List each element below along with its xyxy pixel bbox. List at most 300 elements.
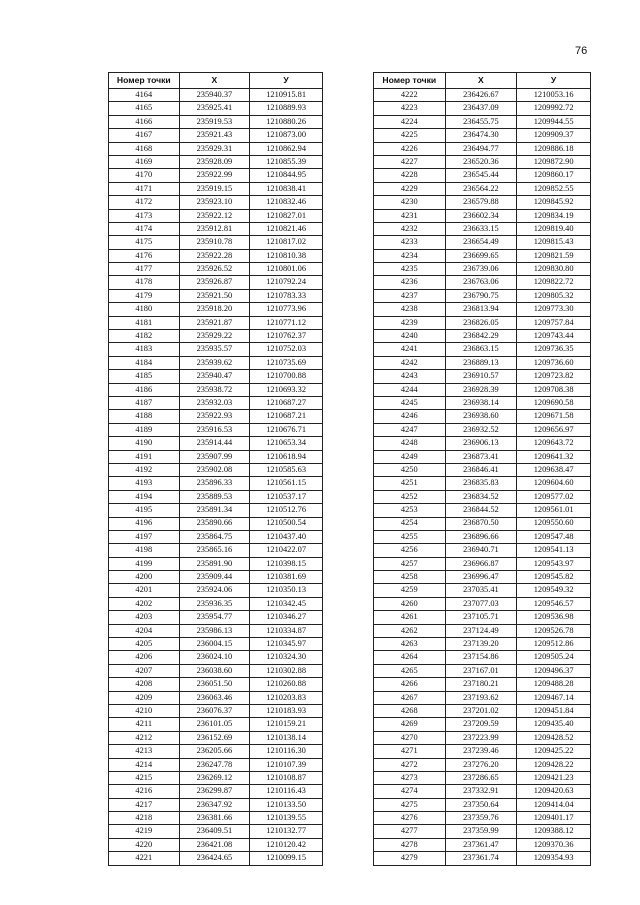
table-row	[109, 410, 323, 423]
x-coordinate-cell: 236437.09	[445, 102, 517, 115]
table-row	[374, 303, 591, 316]
point-number-cell: 4266	[374, 678, 446, 691]
y-coordinate-cell: 1209815.43	[517, 236, 591, 249]
point-number-cell: 4208	[109, 678, 180, 691]
y-coordinate-cell: 1210561.15	[250, 477, 323, 490]
table-row	[109, 638, 323, 651]
point-number-cell: 4261	[374, 611, 446, 624]
x-coordinate-cell: 235986.13	[179, 624, 250, 637]
x-coordinate-cell: 236063.46	[179, 691, 250, 704]
table-row	[109, 155, 323, 168]
table-row	[374, 852, 591, 865]
x-coordinate-cell: 235922.99	[179, 169, 250, 182]
x-coordinate-cell: 237154.86	[445, 651, 517, 664]
point-number-cell: 4274	[374, 785, 446, 798]
x-coordinate-cell: 236347.92	[179, 798, 250, 811]
x-coordinate-cell: 235932.03	[179, 396, 250, 409]
y-coordinate-cell: 1209638.47	[517, 463, 591, 476]
table-row	[374, 571, 591, 584]
y-coordinate-cell: 1209388.12	[517, 825, 591, 838]
point-number-cell: 4237	[374, 289, 446, 302]
y-coordinate-cell: 1209370.36	[517, 838, 591, 851]
x-coordinate-cell: 236038.60	[179, 664, 250, 677]
y-coordinate-cell: 1209536.98	[517, 611, 591, 624]
y-coordinate-cell: 1209643.72	[517, 437, 591, 450]
x-coordinate-cell: 237359.99	[445, 825, 517, 838]
table-row	[374, 196, 591, 209]
y-coordinate-cell: 1209872.90	[517, 155, 591, 168]
y-coordinate-cell: 1210108.87	[250, 771, 323, 784]
table-row	[109, 571, 323, 584]
x-coordinate-cell: 237193.62	[445, 691, 517, 704]
point-number-cell: 4255	[374, 530, 446, 543]
x-coordinate-cell: 236906.13	[445, 437, 517, 450]
y-coordinate-cell: 1209822.72	[517, 276, 591, 289]
x-coordinate-cell: 235929.22	[179, 330, 250, 343]
x-coordinate-cell: 236842.29	[445, 330, 517, 343]
y-coordinate-cell: 1209420.63	[517, 785, 591, 798]
x-coordinate-cell: 237124.49	[445, 624, 517, 637]
point-number-cell: 4181	[109, 316, 180, 329]
point-number-cell: 4228	[374, 169, 446, 182]
y-coordinate-cell: 1210773.96	[250, 303, 323, 316]
table-row	[374, 383, 591, 396]
x-coordinate-cell: 236896.66	[445, 530, 517, 543]
x-coordinate-cell: 236004.15	[179, 638, 250, 651]
table-row	[374, 678, 591, 691]
table-row	[374, 477, 591, 490]
table-row	[374, 838, 591, 851]
point-number-cell: 4262	[374, 624, 446, 637]
point-number-cell: 4277	[374, 825, 446, 838]
x-coordinate-cell: 237361.74	[445, 852, 517, 865]
point-number-cell: 4265	[374, 664, 446, 677]
table-row	[374, 517, 591, 530]
y-coordinate-cell: 1210735.69	[250, 356, 323, 369]
table-row	[374, 718, 591, 731]
y-coordinate-cell: 1210618.94	[250, 450, 323, 463]
table-row	[109, 557, 323, 570]
y-coordinate-cell: 1210132.77	[250, 825, 323, 838]
header-y: У	[250, 73, 323, 89]
table-row	[109, 785, 323, 798]
point-number-cell: 4180	[109, 303, 180, 316]
table-row	[374, 89, 591, 102]
table-row	[374, 222, 591, 235]
x-coordinate-cell: 237035.41	[445, 584, 517, 597]
table-row	[374, 624, 591, 637]
y-coordinate-cell: 1209541.13	[517, 544, 591, 557]
table-row	[374, 504, 591, 517]
point-number-cell: 4251	[374, 477, 446, 490]
point-number-cell: 4170	[109, 169, 180, 182]
point-number-cell: 4215	[109, 771, 180, 784]
x-coordinate-cell: 236205.66	[179, 745, 250, 758]
table-row	[109, 704, 323, 717]
table-row	[374, 396, 591, 409]
x-coordinate-cell: 235902.08	[179, 463, 250, 476]
x-coordinate-cell: 237223.99	[445, 731, 517, 744]
table-row	[109, 490, 323, 503]
y-coordinate-cell: 1209805.32	[517, 289, 591, 302]
y-coordinate-cell: 1209845.92	[517, 196, 591, 209]
y-coordinate-cell: 1210873.00	[250, 129, 323, 142]
point-number-cell: 4253	[374, 504, 446, 517]
y-coordinate-cell: 1210099.15	[250, 852, 323, 865]
table-row	[109, 330, 323, 343]
point-number-cell: 4250	[374, 463, 446, 476]
point-number-cell: 4267	[374, 691, 446, 704]
point-number-cell: 4220	[109, 838, 180, 851]
table-row	[109, 852, 323, 865]
x-coordinate-cell: 236846.41	[445, 463, 517, 476]
point-number-cell: 4175	[109, 236, 180, 249]
table-row	[109, 437, 323, 450]
table-row	[374, 745, 591, 758]
x-coordinate-cell: 236101.05	[179, 718, 250, 731]
x-coordinate-cell: 235922.93	[179, 410, 250, 423]
y-coordinate-cell: 1209546.57	[517, 597, 591, 610]
table-row	[374, 450, 591, 463]
x-coordinate-cell: 235907.99	[179, 450, 250, 463]
table-row	[374, 651, 591, 664]
table-row	[109, 517, 323, 530]
x-coordinate-cell: 237286.65	[445, 771, 517, 784]
table-row	[374, 236, 591, 249]
point-number-cell: 4164	[109, 89, 180, 102]
table-row	[109, 236, 323, 249]
point-number-cell: 4172	[109, 196, 180, 209]
point-number-cell: 4207	[109, 664, 180, 677]
point-number-cell: 4272	[374, 758, 446, 771]
y-coordinate-cell: 1209354.93	[517, 852, 591, 865]
y-coordinate-cell: 1210437.40	[250, 530, 323, 543]
y-coordinate-cell: 1209547.48	[517, 530, 591, 543]
x-coordinate-cell: 235922.28	[179, 249, 250, 262]
table-row	[109, 209, 323, 222]
y-coordinate-cell: 1209512.86	[517, 638, 591, 651]
point-number-cell: 4234	[374, 249, 446, 262]
table-row	[109, 115, 323, 128]
table-row	[109, 222, 323, 235]
y-coordinate-cell: 1209604.60	[517, 477, 591, 490]
table-row	[109, 798, 323, 811]
y-coordinate-cell: 1209550.60	[517, 517, 591, 530]
table-row	[109, 825, 323, 838]
table-row	[374, 115, 591, 128]
table-row	[374, 597, 591, 610]
point-number-cell: 4191	[109, 450, 180, 463]
y-coordinate-cell: 1210139.55	[250, 812, 323, 825]
y-coordinate-cell: 1210500.54	[250, 517, 323, 530]
y-coordinate-cell: 1210889.93	[250, 102, 323, 115]
point-number-cell: 4254	[374, 517, 446, 530]
coordinates-table-left	[108, 72, 323, 866]
point-number-cell: 4230	[374, 196, 446, 209]
y-coordinate-cell: 1210159.21	[250, 718, 323, 731]
point-number-cell: 4204	[109, 624, 180, 637]
y-coordinate-cell: 1209723.82	[517, 370, 591, 383]
y-coordinate-cell: 1209821.59	[517, 249, 591, 262]
x-coordinate-cell: 237350.64	[445, 798, 517, 811]
table-row	[374, 584, 591, 597]
y-coordinate-cell: 1210792.24	[250, 276, 323, 289]
y-coordinate-cell: 1210260.88	[250, 678, 323, 691]
point-number-cell: 4264	[374, 651, 446, 664]
table-row	[374, 825, 591, 838]
x-coordinate-cell: 236938.60	[445, 410, 517, 423]
point-number-cell: 4203	[109, 611, 180, 624]
point-number-cell: 4219	[109, 825, 180, 838]
table-row	[374, 356, 591, 369]
y-coordinate-cell: 1209561.01	[517, 504, 591, 517]
x-coordinate-cell: 237105.71	[445, 611, 517, 624]
table-row	[374, 249, 591, 262]
table-row	[109, 731, 323, 744]
x-coordinate-cell: 236409.51	[179, 825, 250, 838]
y-coordinate-cell: 1210138.14	[250, 731, 323, 744]
point-number-cell: 4214	[109, 758, 180, 771]
point-number-cell: 4192	[109, 463, 180, 476]
point-number-cell: 4174	[109, 222, 180, 235]
table-row	[374, 129, 591, 142]
x-coordinate-cell: 236076.37	[179, 704, 250, 717]
y-coordinate-cell: 1210915.81	[250, 89, 323, 102]
point-number-cell: 4238	[374, 303, 446, 316]
y-coordinate-cell: 1209435.40	[517, 718, 591, 731]
x-coordinate-cell: 235921.43	[179, 129, 250, 142]
table-row	[109, 477, 323, 490]
table-row	[109, 89, 323, 102]
x-coordinate-cell: 236790.75	[445, 289, 517, 302]
y-coordinate-cell: 1209545.82	[517, 571, 591, 584]
table-row	[109, 276, 323, 289]
point-number-cell: 4269	[374, 718, 446, 731]
point-number-cell: 4231	[374, 209, 446, 222]
y-coordinate-cell: 1209690.58	[517, 396, 591, 409]
y-coordinate-cell: 1210342.45	[250, 597, 323, 610]
table-row	[109, 289, 323, 302]
point-number-cell: 4188	[109, 410, 180, 423]
point-number-cell: 4171	[109, 182, 180, 195]
y-coordinate-cell: 1209496.37	[517, 664, 591, 677]
x-coordinate-cell: 235919.15	[179, 182, 250, 195]
point-number-cell: 4279	[374, 852, 446, 865]
table-row	[374, 664, 591, 677]
y-coordinate-cell: 1210345.97	[250, 638, 323, 651]
point-number-cell: 4249	[374, 450, 446, 463]
table-row	[109, 530, 323, 543]
y-coordinate-cell: 1209944.55	[517, 115, 591, 128]
y-coordinate-cell: 1210771.12	[250, 316, 323, 329]
y-coordinate-cell: 1210653.34	[250, 437, 323, 450]
table-row	[109, 169, 323, 182]
table-row	[109, 611, 323, 624]
point-number-cell: 4270	[374, 731, 446, 744]
y-coordinate-cell: 1209743.44	[517, 330, 591, 343]
table-header-row	[109, 73, 323, 89]
y-coordinate-cell: 1210116.30	[250, 745, 323, 758]
point-number-cell: 4202	[109, 597, 180, 610]
point-number-cell: 4216	[109, 785, 180, 798]
x-coordinate-cell: 237359.76	[445, 812, 517, 825]
x-coordinate-cell: 236455.75	[445, 115, 517, 128]
x-coordinate-cell: 237276.20	[445, 758, 517, 771]
y-coordinate-cell: 1209505.24	[517, 651, 591, 664]
x-coordinate-cell: 236564.22	[445, 182, 517, 195]
x-coordinate-cell: 236633.15	[445, 222, 517, 235]
x-coordinate-cell: 235896.33	[179, 477, 250, 490]
x-coordinate-cell: 237139.20	[445, 638, 517, 651]
y-coordinate-cell: 1210053.16	[517, 89, 591, 102]
point-number-cell: 4239	[374, 316, 446, 329]
x-coordinate-cell: 236474.30	[445, 129, 517, 142]
y-coordinate-cell: 1209577.02	[517, 490, 591, 503]
point-number-cell: 4229	[374, 182, 446, 195]
x-coordinate-cell: 235939.62	[179, 356, 250, 369]
y-coordinate-cell: 1210133.50	[250, 798, 323, 811]
x-coordinate-cell: 235889.53	[179, 490, 250, 503]
point-number-cell: 4245	[374, 396, 446, 409]
point-number-cell: 4209	[109, 691, 180, 704]
x-coordinate-cell: 236910.57	[445, 370, 517, 383]
y-coordinate-cell: 1209757.84	[517, 316, 591, 329]
y-coordinate-cell: 1210107.39	[250, 758, 323, 771]
x-coordinate-cell: 235912.81	[179, 222, 250, 235]
header-x: X	[445, 73, 517, 89]
table-row	[109, 423, 323, 436]
point-number-cell: 4224	[374, 115, 446, 128]
x-coordinate-cell: 236873.41	[445, 450, 517, 463]
table-row	[109, 450, 323, 463]
table-row	[109, 664, 323, 677]
x-coordinate-cell: 236654.49	[445, 236, 517, 249]
y-coordinate-cell: 1210183.93	[250, 704, 323, 717]
table-row	[109, 396, 323, 409]
x-coordinate-cell: 235916.53	[179, 423, 250, 436]
point-number-cell: 4275	[374, 798, 446, 811]
x-coordinate-cell: 235909.44	[179, 571, 250, 584]
table-row	[374, 370, 591, 383]
table-row	[109, 718, 323, 731]
table-row	[109, 584, 323, 597]
table-row	[109, 838, 323, 851]
y-coordinate-cell: 1210880.26	[250, 115, 323, 128]
x-coordinate-cell: 236928.39	[445, 383, 517, 396]
y-coordinate-cell: 1209428.52	[517, 731, 591, 744]
y-coordinate-cell: 1210120.42	[250, 838, 323, 851]
x-coordinate-cell: 236426.67	[445, 89, 517, 102]
y-coordinate-cell: 1210752.03	[250, 343, 323, 356]
y-coordinate-cell: 1210302.88	[250, 664, 323, 677]
y-coordinate-cell: 1210585.63	[250, 463, 323, 476]
table-row	[374, 276, 591, 289]
x-coordinate-cell: 236834.52	[445, 490, 517, 503]
point-number-cell: 4221	[109, 852, 180, 865]
point-number-cell: 4177	[109, 263, 180, 276]
point-number-cell: 4173	[109, 209, 180, 222]
y-coordinate-cell: 1209819.40	[517, 222, 591, 235]
x-coordinate-cell: 235923.10	[179, 196, 250, 209]
x-coordinate-cell: 235954.77	[179, 611, 250, 624]
table-row	[109, 129, 323, 142]
point-number-cell: 4210	[109, 704, 180, 717]
table-row	[374, 638, 591, 651]
x-coordinate-cell: 237077.03	[445, 597, 517, 610]
point-number-cell: 4186	[109, 383, 180, 396]
point-number-cell: 4248	[374, 437, 446, 450]
point-number-cell: 4195	[109, 504, 180, 517]
point-number-cell: 4206	[109, 651, 180, 664]
point-number-cell: 4278	[374, 838, 446, 851]
point-number-cell: 4258	[374, 571, 446, 584]
x-coordinate-cell: 236813.94	[445, 303, 517, 316]
table-row	[374, 330, 591, 343]
x-coordinate-cell: 236739.06	[445, 263, 517, 276]
table-row	[109, 196, 323, 209]
y-coordinate-cell: 1210810.38	[250, 249, 323, 262]
y-coordinate-cell: 1209736.60	[517, 356, 591, 369]
y-coordinate-cell: 1210762.37	[250, 330, 323, 343]
point-number-cell: 4176	[109, 249, 180, 262]
table-row	[374, 557, 591, 570]
table-row	[109, 678, 323, 691]
point-number-cell: 4232	[374, 222, 446, 235]
point-number-cell: 4166	[109, 115, 180, 128]
y-coordinate-cell: 1209425.22	[517, 745, 591, 758]
x-coordinate-cell: 235935.57	[179, 343, 250, 356]
x-coordinate-cell: 237209.59	[445, 718, 517, 731]
y-coordinate-cell: 1209549.32	[517, 584, 591, 597]
y-coordinate-cell: 1209488.28	[517, 678, 591, 691]
x-coordinate-cell: 236699.65	[445, 249, 517, 262]
x-coordinate-cell: 236579.88	[445, 196, 517, 209]
x-coordinate-cell: 236545.44	[445, 169, 517, 182]
y-coordinate-cell: 1209671.58	[517, 410, 591, 423]
point-number-cell: 4257	[374, 557, 446, 570]
x-coordinate-cell: 236826.05	[445, 316, 517, 329]
y-coordinate-cell: 1209992.72	[517, 102, 591, 115]
table-row	[374, 102, 591, 115]
y-coordinate-cell: 1209909.37	[517, 129, 591, 142]
point-number-cell: 4240	[374, 330, 446, 343]
point-number-cell: 4244	[374, 383, 446, 396]
point-number-cell: 4187	[109, 396, 180, 409]
y-coordinate-cell: 1210422.07	[250, 544, 323, 557]
table-row	[109, 651, 323, 664]
point-number-cell: 4263	[374, 638, 446, 651]
x-coordinate-cell: 235914.44	[179, 437, 250, 450]
point-number-cell: 4178	[109, 276, 180, 289]
x-coordinate-cell: 235921.50	[179, 289, 250, 302]
y-coordinate-cell: 1210334.87	[250, 624, 323, 637]
y-coordinate-cell: 1210324.30	[250, 651, 323, 664]
point-number-cell: 4268	[374, 704, 446, 717]
x-coordinate-cell: 237239.46	[445, 745, 517, 758]
point-number-cell: 4179	[109, 289, 180, 302]
x-coordinate-cell: 236844.52	[445, 504, 517, 517]
table-row	[374, 289, 591, 302]
x-coordinate-cell: 235940.37	[179, 89, 250, 102]
y-coordinate-cell: 1209451.84	[517, 704, 591, 717]
y-coordinate-cell: 1210687.27	[250, 396, 323, 409]
table-row	[374, 437, 591, 450]
point-number-cell: 4233	[374, 236, 446, 249]
x-coordinate-cell: 237361.47	[445, 838, 517, 851]
y-coordinate-cell: 1209830.80	[517, 263, 591, 276]
x-coordinate-cell: 236024.10	[179, 651, 250, 664]
point-number-cell: 4241	[374, 343, 446, 356]
